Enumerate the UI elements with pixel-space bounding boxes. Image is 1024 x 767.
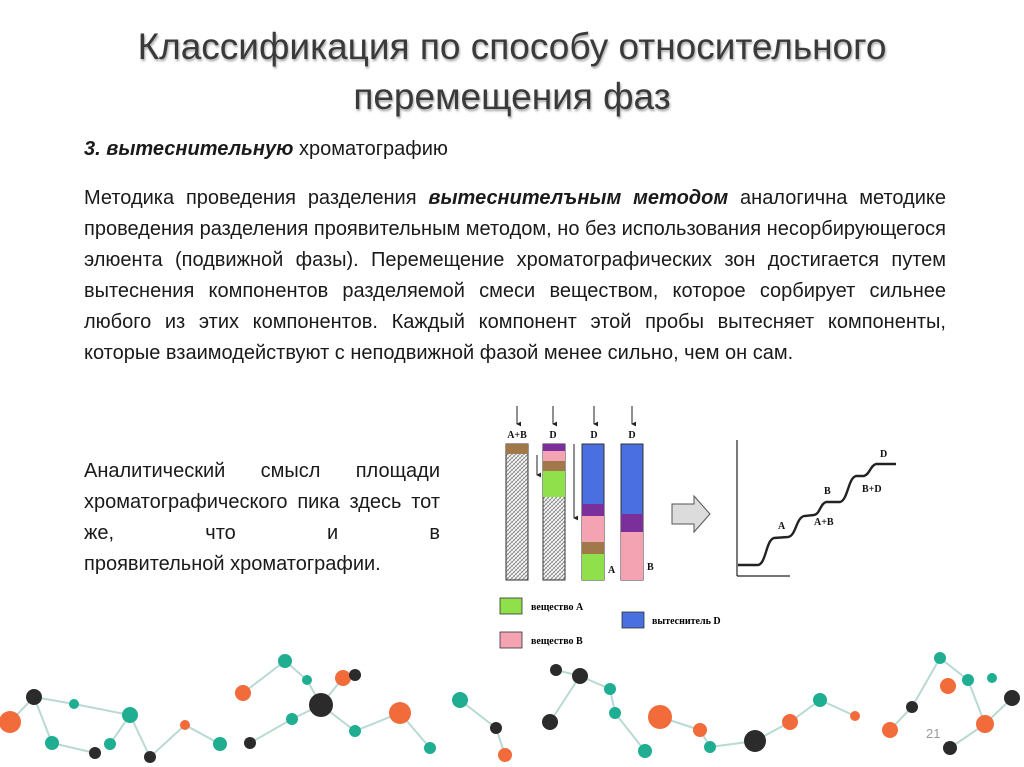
slide-title: Классификация по способу относительного перемещения фаз <box>137 26 887 117</box>
column-label-2: D <box>549 430 557 441</box>
main-paragraph <box>84 183 946 369</box>
zone-purple <box>582 504 604 516</box>
left-para-last: проявительной хроматографии. <box>84 553 381 575</box>
para-end: аналогична методике проведения разделения проявительным методом, но без использования несорбирующегося элюента (подвижной фазы). Перемещение хроматографических зон достигается путем вытеснения компонентов разделяемой смеси веществом, которое сорбирует сильнее любого из этих компонентов. Каждый компонент этой пробы вытесняет компоненты, которые взаимодействуют с неподвижной фазой менее сильно, чем он сам. <box>84 187 946 364</box>
column-label-4: D <box>628 430 636 441</box>
chromatogram-curve <box>730 440 910 585</box>
subtitle-rest: хроматографию <box>293 138 448 160</box>
column-3 <box>574 444 616 580</box>
column-label-1: A+B <box>507 430 527 441</box>
zone-mix <box>543 461 565 471</box>
column-4 <box>621 444 654 580</box>
mixture-zone <box>506 444 528 454</box>
curve-label-d: D <box>880 449 888 460</box>
para-start: Методика проведения разделения <box>84 187 429 209</box>
curve-label-b: B <box>824 486 831 497</box>
zone-a <box>582 554 604 580</box>
transition-arrow <box>672 496 710 532</box>
column-2 <box>537 444 565 580</box>
page-number: 21 <box>926 726 941 741</box>
left-para-main: Аналитический смысл площади хроматографического пика здесь тот же, что и в <box>84 460 440 544</box>
curve-label-bd: B+D <box>862 484 882 495</box>
left-paragraph <box>84 456 440 580</box>
zone-b <box>582 516 604 542</box>
zone-b <box>543 451 565 461</box>
legend-swatch-a <box>500 598 522 614</box>
zone-label-b: B <box>647 562 654 573</box>
molecule-decoration <box>0 640 1024 767</box>
curve-label-ab: A+B <box>814 517 834 528</box>
legend-label-b: вещество В <box>531 636 583 647</box>
column-1 <box>506 444 528 580</box>
subtitle-bold: 3. вытеснительную <box>84 138 294 160</box>
legend-label-d: вытеснитель D <box>652 616 721 627</box>
legend-swatch-d <box>622 612 644 628</box>
zone-d <box>543 444 565 451</box>
zone-b <box>621 532 643 580</box>
subtitle <box>84 138 448 161</box>
curve-label-a: A <box>778 521 786 532</box>
column-label-3: D <box>590 430 598 441</box>
para-bold: вытеснителъным методом <box>428 187 729 209</box>
zone-a <box>543 471 565 497</box>
zone-purple <box>621 514 643 532</box>
zone-mix <box>582 542 604 554</box>
legend-label-a: вещество А <box>531 602 584 613</box>
zone-label-a: A <box>608 565 616 576</box>
